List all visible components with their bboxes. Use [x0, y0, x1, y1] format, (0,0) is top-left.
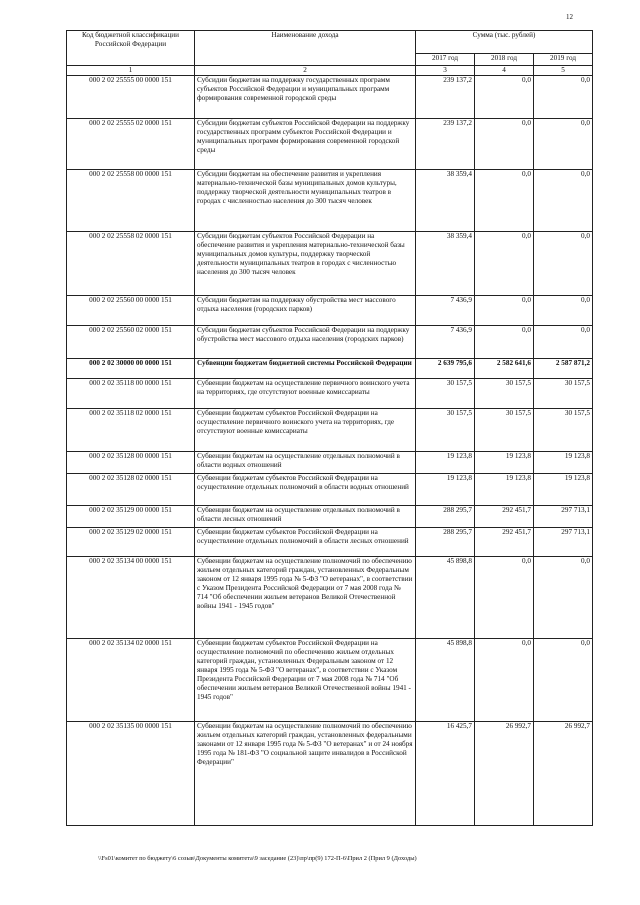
- income-name: Субвенции бюджетам на осуществление первичного воинского учета на территориях, где отсутствуют военные комиссариаты: [195, 379, 416, 409]
- amount-2018: 292 451,7: [475, 506, 534, 528]
- table-row: [67, 474, 593, 506]
- budget-code: 000 2 02 25555 02 0000 151: [67, 119, 195, 170]
- amount-2018: 19 123,8: [475, 452, 534, 474]
- amount-2017: 7 436,9: [416, 296, 475, 326]
- column-number: 4: [475, 66, 534, 76]
- amount-2019: 0,0: [534, 557, 593, 639]
- column-number: 5: [534, 66, 593, 76]
- amount-2017: 38 359,4: [416, 170, 475, 232]
- budget-code: 000 2 02 35129 02 0000 151: [67, 528, 195, 557]
- income-name: Субсидии бюджетам на обеспечение развития и укрепления материально-технической базы муниципальных домов культуры, поддержку творческой деятельности муниципальных театров в городах с численностью населения до 300 тысяч человек: [195, 170, 416, 232]
- income-name: Субсидии бюджетам субъектов Российской Федерации на поддержку обустройства мест массового отдыха населения (городских парков): [195, 326, 416, 359]
- column-number: 2: [195, 66, 416, 76]
- income-name: Субвенции бюджетам субъектов Российской Федерации на осуществление отдельных полномочий в области лесных отношений: [195, 528, 416, 557]
- amount-2017: 2 639 795,6: [416, 359, 475, 379]
- income-name: Субвенции бюджетам субъектов Российской Федерации на осуществление первичного воинского учета на территориях, где отсутствуют военные комиссариаты: [195, 409, 416, 452]
- column-number: 1: [67, 66, 195, 76]
- amount-2019: 0,0: [534, 76, 593, 119]
- budget-code: 000 2 02 25558 02 0000 151: [67, 232, 195, 296]
- table-row: [67, 326, 593, 359]
- amount-2018: 0,0: [475, 557, 534, 639]
- budget-code: 000 2 02 35134 02 0000 151: [67, 639, 195, 722]
- amount-2019: 30 157,5: [534, 379, 593, 409]
- page-number: 12: [566, 13, 573, 21]
- amount-2019: 0,0: [534, 119, 593, 170]
- table-row-total: [67, 359, 593, 379]
- amount-2017: 288 295,7: [416, 506, 475, 528]
- document-path-footer: \\Fs01\комитет по бюджету\6 созыв\Документы комитета\9 заседание (23)\пр\пр(9) 172-П-6\Прил 2 (Прил 9 (Доходы): [98, 855, 417, 862]
- budget-code: 000 2 02 35128 00 0000 151: [67, 452, 195, 474]
- table-row: [67, 452, 593, 474]
- table-row: [67, 379, 593, 409]
- income-name: Субсидии бюджетам на поддержку обустройства мест массового отдыха населения (городских парков): [195, 296, 416, 326]
- amount-2017: 45 898,8: [416, 639, 475, 722]
- income-name: Субсидии бюджетам на поддержку государственных программ субъектов Российской Федерации и муниципальных программ формирования современной городской среды: [195, 76, 416, 119]
- amount-2018: 30 157,5: [475, 379, 534, 409]
- income-name: Субвенции бюджетам на осуществление отдельных полномочий в области лесных отношений: [195, 506, 416, 528]
- budget-code: 000 2 02 35134 00 0000 151: [67, 557, 195, 639]
- budget-code: 000 2 02 25558 00 0000 151: [67, 170, 195, 232]
- revenue-table: [66, 30, 593, 826]
- header-year-2019: 2019 год: [534, 54, 593, 66]
- amount-2018: 292 451,7: [475, 528, 534, 557]
- table-row: [67, 409, 593, 452]
- income-name: Субвенции бюджетам на осуществление отдельных полномочий в области водных отношений: [195, 452, 416, 474]
- amount-2017: 288 295,7: [416, 528, 475, 557]
- header-year-2017: 2017 год: [416, 54, 475, 66]
- table-header: [67, 31, 593, 76]
- amount-2019: 0,0: [534, 296, 593, 326]
- header-name: Наименование дохода: [195, 31, 416, 66]
- amount-2017: 239 137,2: [416, 76, 475, 119]
- amount-2019: 0,0: [534, 232, 593, 296]
- income-name: Субвенции бюджетам бюджетной системы Российской Федерации: [195, 359, 416, 379]
- budget-code: 000 2 02 35128 02 0000 151: [67, 474, 195, 506]
- amount-2019: 30 157,5: [534, 409, 593, 452]
- budget-code: 000 2 02 30000 00 0000 151: [67, 359, 195, 379]
- amount-2017: 45 898,8: [416, 557, 475, 639]
- amount-2017: 19 123,8: [416, 474, 475, 506]
- amount-2017: 19 123,8: [416, 452, 475, 474]
- amount-2018: 26 992,7: [475, 722, 534, 826]
- income-name: Субвенции бюджетам на осуществление полномочий по обеспечению жильем отдельных категорий граждан, установленных федеральными законами от 12 января 1995 года № 5-ФЗ "О ветеранах" и от 24 ноября 1995 года № 181-ФЗ "О социальной защите инвалидов в Российской Федерации": [195, 722, 416, 826]
- income-name: Субвенции бюджетам на осуществление полномочий по обеспечению жильем отдельных категорий граждан, установленных Федеральным законом от 12 января 1995 года № 5-ФЗ "О ветеранах", в соответствии с Указом Президента Российской Федерации от 7 мая 2008 года № 714 "Об обеспечении жильем ветеранов Великой Отечественной войны 1941 - 1945 годов": [195, 557, 416, 639]
- amount-2019: 19 123,8: [534, 452, 593, 474]
- amount-2017: 38 359,4: [416, 232, 475, 296]
- table-row: [67, 170, 593, 232]
- amount-2018: 0,0: [475, 76, 534, 119]
- amount-2019: 2 587 871,2: [534, 359, 593, 379]
- amount-2017: 239 137,2: [416, 119, 475, 170]
- header-year-2018: 2018 год: [475, 54, 534, 66]
- budget-code: 000 2 02 25555 00 0000 151: [67, 76, 195, 119]
- amount-2019: 0,0: [534, 639, 593, 722]
- income-name: Субсидии бюджетам субъектов Российской Федерации на обеспечение развития и укрепления материально-технической базы муниципальных домов культуры, поддержку творческой деятельности муниципальных театров в городах с численностью населения до 300 тысяч человек: [195, 232, 416, 296]
- budget-code: 000 2 02 35129 00 0000 151: [67, 506, 195, 528]
- amount-2019: 0,0: [534, 326, 593, 359]
- budget-code: 000 2 02 25560 00 0000 151: [67, 296, 195, 326]
- table-row: [67, 557, 593, 639]
- budget-code: 000 2 02 35118 02 0000 151: [67, 409, 195, 452]
- amount-2018: 30 157,5: [475, 409, 534, 452]
- amount-2019: 0,0: [534, 170, 593, 232]
- amount-2017: 7 436,9: [416, 326, 475, 359]
- amount-2018: 0,0: [475, 170, 534, 232]
- amount-2018: 0,0: [475, 296, 534, 326]
- income-name: Субвенции бюджетам субъектов Российской Федерации на осуществление отдельных полномочий в области водных отношений: [195, 474, 416, 506]
- table-row: [67, 296, 593, 326]
- column-number: 3: [416, 66, 475, 76]
- amount-2019: 19 123,8: [534, 474, 593, 506]
- table-row: [67, 119, 593, 170]
- amount-2018: 0,0: [475, 119, 534, 170]
- amount-2019: 297 713,1: [534, 528, 593, 557]
- amount-2017: 30 157,5: [416, 409, 475, 452]
- table-row: [67, 639, 593, 722]
- budget-code: 000 2 02 25560 02 0000 151: [67, 326, 195, 359]
- budget-code: 000 2 02 35135 00 0000 151: [67, 722, 195, 826]
- amount-2019: 26 992,7: [534, 722, 593, 826]
- amount-2018: 0,0: [475, 326, 534, 359]
- amount-2019: 297 713,1: [534, 506, 593, 528]
- header-amount: Сумма (тыс. рублей): [416, 31, 593, 54]
- table-row: [67, 232, 593, 296]
- income-name: Субвенции бюджетам субъектов Российской Федерации на осуществление полномочий по обеспечению жильем отдельных категорий граждан, установленных Федеральным законом от 12 января 1995 года № 5-ФЗ "О ветеранах", в соответствии с Указом Президента Российской Федерации от 7 мая 2008 года № 714 "Об обеспечении жильем ветеранов Великой Отечественной войны 1941 - 1945 годов": [195, 639, 416, 722]
- amount-2018: 2 582 641,6: [475, 359, 534, 379]
- budget-code: 000 2 02 35118 00 0000 151: [67, 379, 195, 409]
- amount-2018: 0,0: [475, 639, 534, 722]
- amount-2018: 19 123,8: [475, 474, 534, 506]
- table-body: [67, 76, 593, 826]
- table-row: [67, 722, 593, 826]
- table-row: [67, 76, 593, 119]
- header-code: Код бюджетной классификации Российской Федерации: [67, 31, 195, 66]
- table-row: [67, 506, 593, 528]
- table-row: [67, 528, 593, 557]
- income-name: Субсидии бюджетам субъектов Российской Федерации на поддержку государственных программ субъектов Российской Федерации и муниципальных программ формирования современной городской среды: [195, 119, 416, 170]
- amount-2017: 16 425,7: [416, 722, 475, 826]
- amount-2017: 30 157,5: [416, 379, 475, 409]
- amount-2018: 0,0: [475, 232, 534, 296]
